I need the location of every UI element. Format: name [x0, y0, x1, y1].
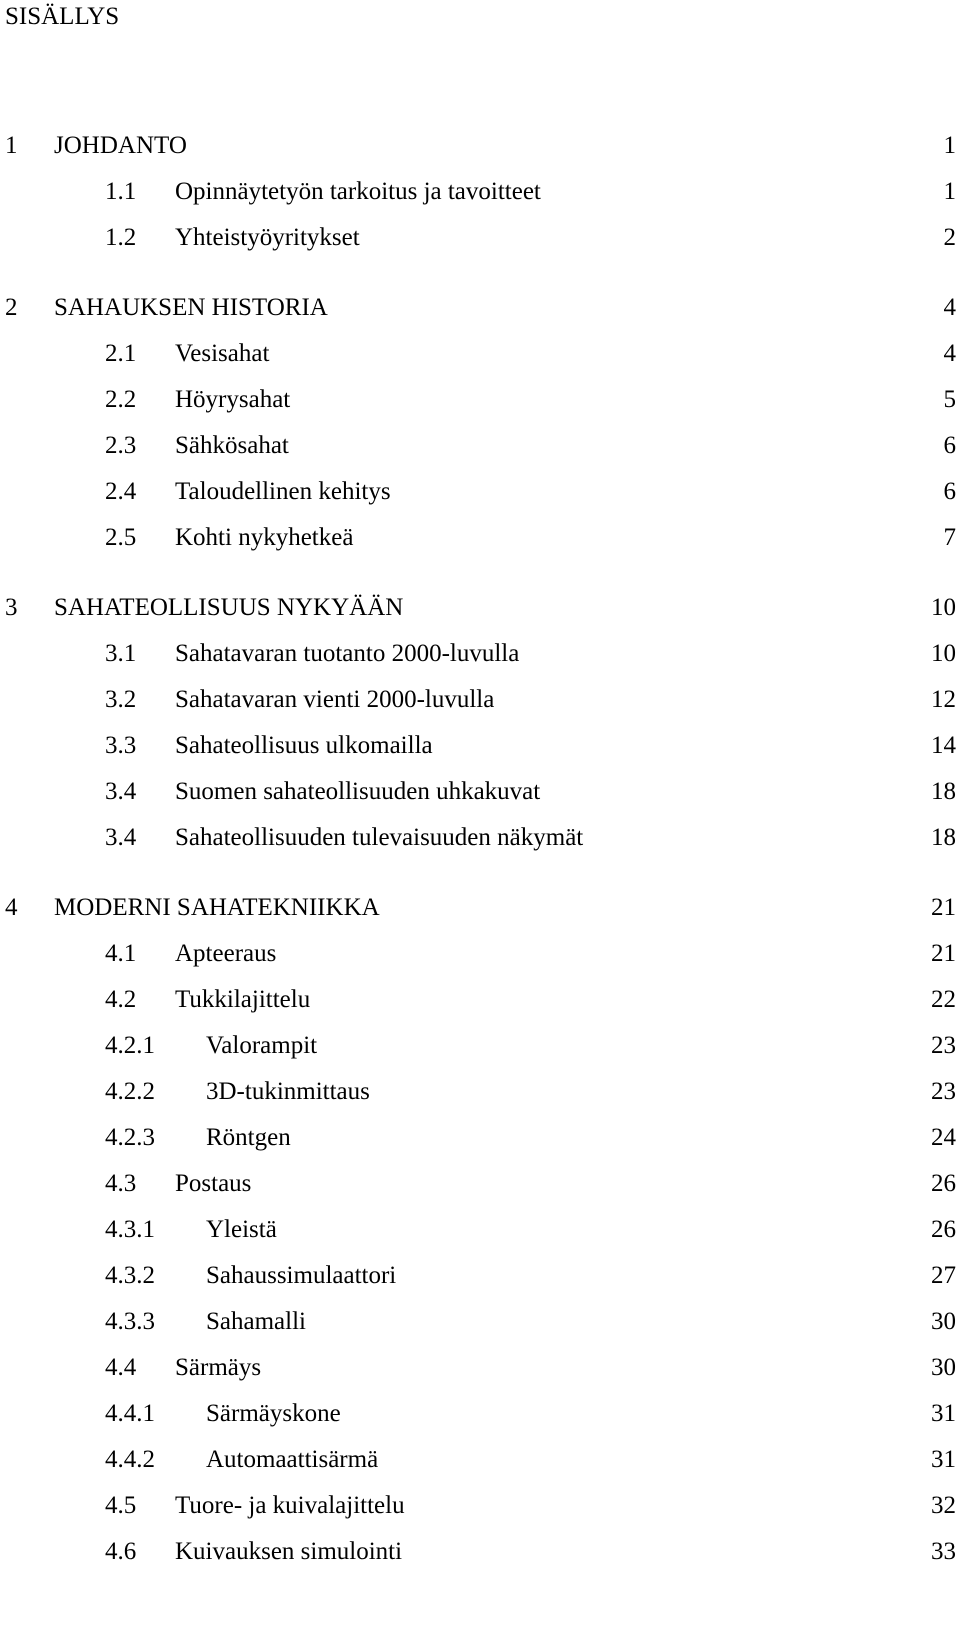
toc-entry-number: 4.1 — [105, 940, 137, 967]
toc-entry — [0, 385, 960, 415]
toc-entry-number: 4.2 — [105, 986, 137, 1013]
toc-entry — [0, 939, 960, 969]
toc-entry — [0, 823, 960, 853]
toc-entry — [0, 1537, 960, 1567]
toc-entry — [0, 1353, 960, 1383]
toc-entry-title: Vesisahat — [175, 340, 270, 367]
toc-entry-title: Kuivauksen simulointi — [175, 1538, 403, 1565]
toc-entry — [0, 685, 960, 715]
toc-entry-number: 4.2.1 — [105, 1032, 155, 1059]
toc-entry-page: 30 — [931, 1354, 956, 1381]
toc-entry-page: 23 — [931, 1032, 956, 1059]
toc-entry-number: 2.5 — [105, 524, 137, 551]
toc-entry-number: 4.6 — [105, 1538, 137, 1565]
toc-entry-page: 1 — [943, 178, 956, 205]
toc-entry-title: Höyrysahat — [175, 386, 291, 413]
toc-entry-number: 2.4 — [105, 478, 137, 505]
toc-entry-title: Sahateollisuus ulkomailla — [175, 732, 433, 759]
toc-entry-page: 31 — [931, 1446, 956, 1473]
toc-entry-number: 3.2 — [105, 686, 137, 713]
toc-entry-page: 5 — [943, 386, 956, 413]
toc-entry-page: 22 — [931, 986, 956, 1013]
toc-entry-page: 6 — [943, 478, 956, 505]
toc-entry — [0, 1399, 960, 1429]
toc-entry-number: 4.4.1 — [105, 1400, 155, 1427]
toc-entry — [0, 293, 960, 323]
toc-entry-page: 12 — [931, 686, 956, 713]
toc-entry-page: 31 — [931, 1400, 956, 1427]
toc-entry-number: 4.5 — [105, 1492, 137, 1519]
toc-entry — [0, 639, 960, 669]
toc-entry-number: 3.1 — [105, 640, 137, 667]
toc-entry-page: 14 — [931, 732, 956, 759]
toc-entry-number: 4.4.2 — [105, 1446, 155, 1473]
toc-entry-page: 24 — [931, 1124, 956, 1151]
toc-entry — [0, 177, 960, 207]
toc-entry-title: SAHATEOLLISUUS NYKYÄÄN — [54, 594, 404, 621]
toc-entry-title: Kohti nykyhetkeä — [175, 524, 354, 551]
toc-entry — [0, 1031, 960, 1061]
toc-entry-title: Opinnäytetyön tarkoitus ja tavoitteet — [175, 178, 541, 205]
toc-entry-number: 4.2.2 — [105, 1078, 155, 1105]
toc-entry — [0, 523, 960, 553]
toc-entry-number: 3.4 — [105, 824, 137, 851]
toc-entry — [0, 1445, 960, 1475]
toc-entry — [0, 1123, 960, 1153]
toc-entry-page: 18 — [931, 824, 956, 851]
toc-entry — [0, 893, 960, 923]
toc-entry-title: Särmäyskone — [206, 1400, 341, 1427]
toc-entry-title: Automaattisärmä — [206, 1446, 379, 1473]
toc-entry-number: 4.2.3 — [105, 1124, 155, 1151]
toc-entry-title: SAHAUKSEN HISTORIA — [54, 294, 328, 321]
toc-entry-title: JOHDANTO — [54, 132, 187, 159]
toc-entry-number: 1.2 — [105, 224, 137, 251]
toc-entry-title: Apteeraus — [175, 940, 277, 967]
toc-entry — [0, 1169, 960, 1199]
toc-entry-page: 1 — [943, 132, 956, 159]
toc-entry-title: Tukkilajittelu — [175, 986, 311, 1013]
toc-entry-title: Postaus — [175, 1170, 252, 1197]
toc-entry — [0, 131, 960, 161]
toc-entry-number: 3 — [5, 594, 18, 621]
toc-entry-page: 27 — [931, 1262, 956, 1289]
toc-entry-number: 4.4 — [105, 1354, 137, 1381]
toc-entry-number: 3.4 — [105, 778, 137, 805]
toc-entry-page: 2 — [943, 224, 956, 251]
toc-entry — [0, 985, 960, 1015]
toc-entry-page: 18 — [931, 778, 956, 805]
toc-entry-page: 4 — [943, 294, 956, 321]
toc-entry-number: 4.3 — [105, 1170, 137, 1197]
toc-entry-title: Suomen sahateollisuuden uhkakuvat — [175, 778, 541, 805]
toc-entry — [0, 431, 960, 461]
toc-entry-page: 21 — [931, 894, 956, 921]
toc-entry-page: 30 — [931, 1308, 956, 1335]
toc-entry-page: 32 — [931, 1492, 956, 1519]
toc-entry-title: MODERNI SAHATEKNIIKKA — [54, 894, 380, 921]
toc-entry — [0, 593, 960, 623]
toc-entry-number: 2.1 — [105, 340, 137, 367]
toc-entry — [0, 1077, 960, 1107]
toc-entry-page: 4 — [943, 340, 956, 367]
toc-entry-title: 3D-tukinmittaus — [206, 1078, 370, 1105]
toc-entry-page: 33 — [931, 1538, 956, 1565]
toc-entry-title: Sahatavaran tuotanto 2000-luvulla — [175, 640, 520, 667]
toc-entry-page: 23 — [931, 1078, 956, 1105]
toc-entry-number: 4.3.1 — [105, 1216, 155, 1243]
toc-entry-page: 7 — [943, 524, 956, 551]
toc-entry-title: Sähkösahat — [175, 432, 289, 459]
toc-entry-page: 10 — [931, 594, 956, 621]
toc-entry — [0, 477, 960, 507]
toc-entry-title: Sahatavaran vienti 2000-luvulla — [175, 686, 495, 713]
toc-entry-number: 2.2 — [105, 386, 137, 413]
toc-entry-number: 1 — [5, 132, 18, 159]
toc-entry-title: Röntgen — [206, 1124, 291, 1151]
toc-heading: SISÄLLYS — [5, 3, 120, 30]
toc-entry — [0, 339, 960, 369]
toc-entry-title: Sahateollisuuden tulevaisuuden näkymät — [175, 824, 584, 851]
toc-entry-page: 26 — [931, 1216, 956, 1243]
toc-entry-title: Sahaussimulaattori — [206, 1262, 397, 1289]
toc-entry-number: 4.3.3 — [105, 1308, 155, 1335]
toc-entry-title: Yleistä — [206, 1216, 277, 1243]
toc-entry-title: Taloudellinen kehitys — [175, 478, 391, 505]
toc-entry-number: 2 — [5, 294, 18, 321]
toc-entry — [0, 1261, 960, 1291]
toc-entry — [0, 731, 960, 761]
toc-entry-title: Valorampit — [206, 1032, 318, 1059]
toc-entry-number: 4.3.2 — [105, 1262, 155, 1289]
toc-entry-number: 3.3 — [105, 732, 137, 759]
toc-entry — [0, 223, 960, 253]
toc-entry-page: 10 — [931, 640, 956, 667]
toc-entry-page: 21 — [931, 940, 956, 967]
toc-entry-number: 2.3 — [105, 432, 137, 459]
toc-entry — [0, 1307, 960, 1337]
toc-entry — [0, 777, 960, 807]
toc-entry-title: Särmäys — [175, 1354, 262, 1381]
toc-entry-title: Sahamalli — [206, 1308, 306, 1335]
toc-entry-page: 26 — [931, 1170, 956, 1197]
toc-entry-title: Tuore- ja kuivalajittelu — [175, 1492, 405, 1519]
toc-entry — [0, 1491, 960, 1521]
toc-entry — [0, 1215, 960, 1245]
toc-entry-number: 1.1 — [105, 178, 137, 205]
toc-entry-page: 6 — [943, 432, 956, 459]
toc-entry-number: 4 — [5, 894, 18, 921]
toc-entry-title: Yhteistyöyritykset — [175, 224, 360, 251]
